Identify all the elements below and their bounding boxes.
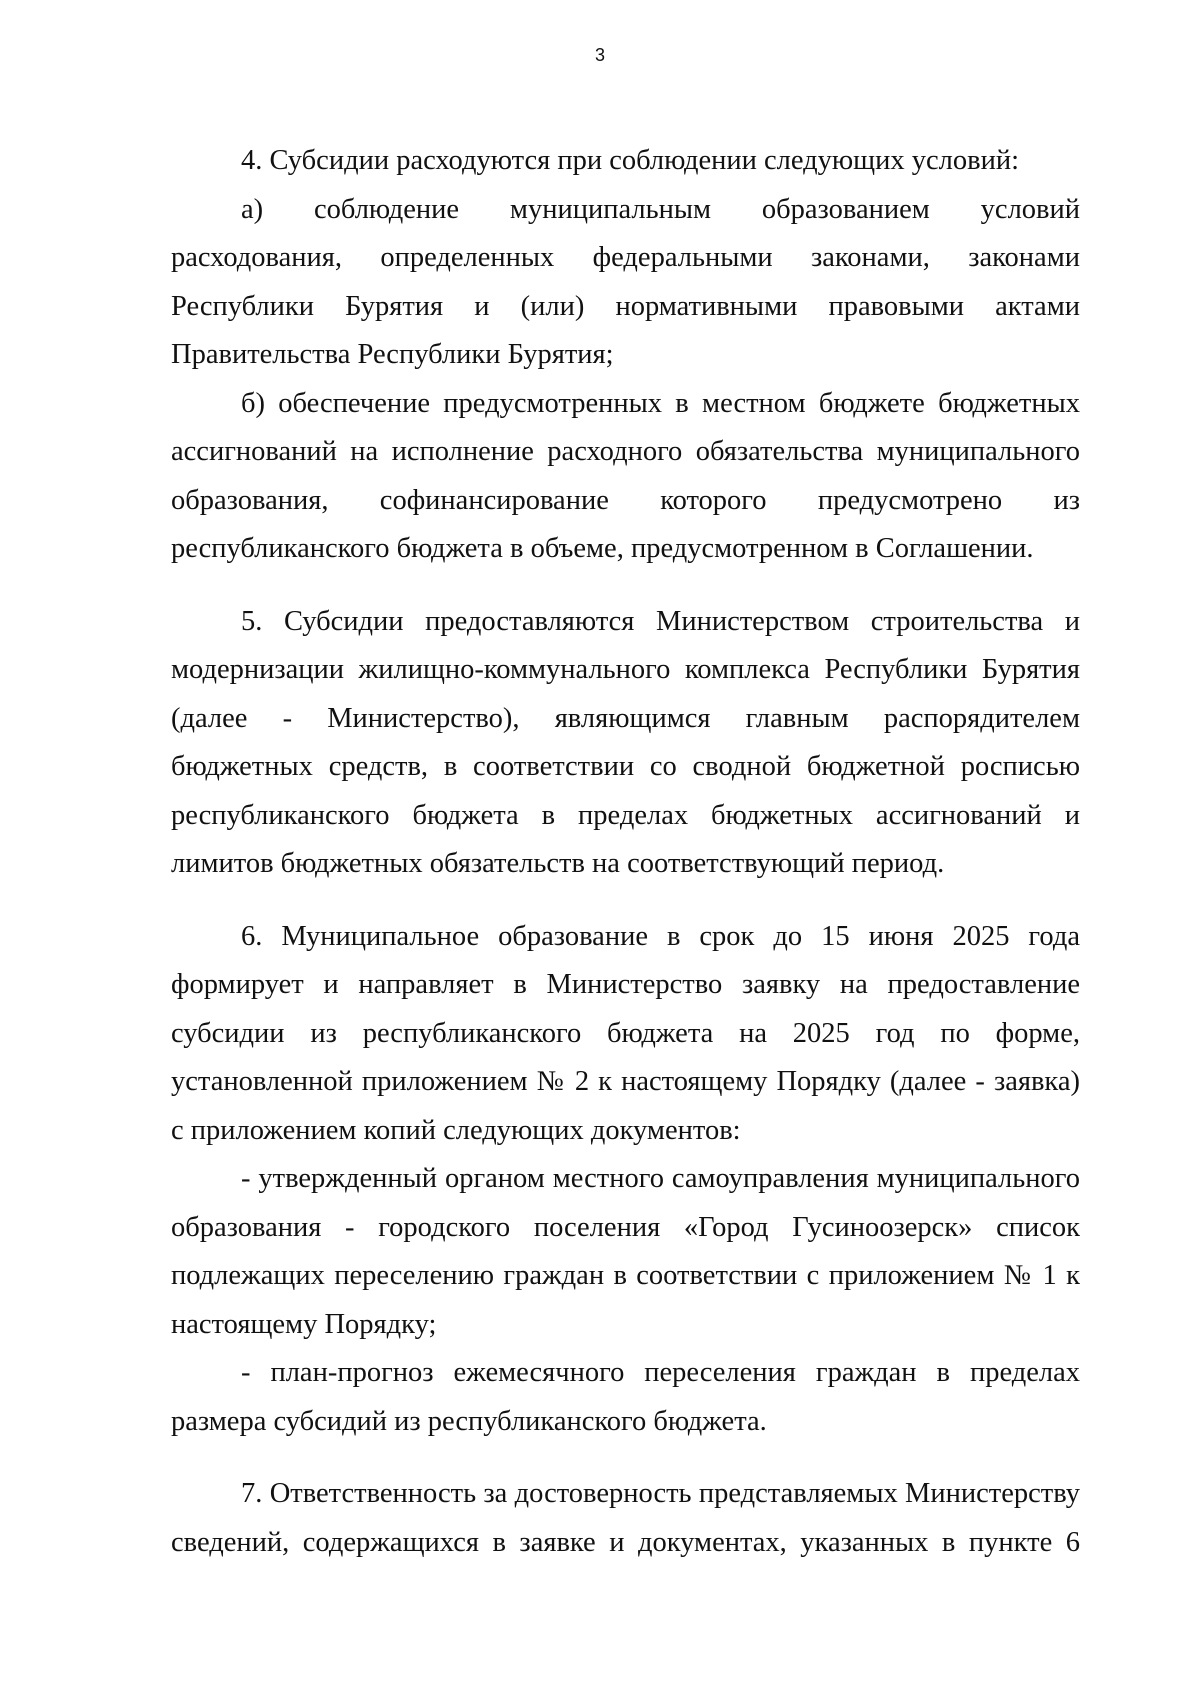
- paragraph-4b: б) обеспечение предусмотренных в местном бюджете бюджетных ассигнований на исполнение расходного обязательства муниципального образования, софинансирование которого предусмотрено из республиканского бюджета в объеме, предусмотренном в Соглашении.: [171, 387, 1080, 564]
- paragraph-6-item-1: - утвержденный органом местного самоуправления муниципального образования - городского поселения «Город Гусиноозерск» список подлежащих переселению граждан в соответствии с приложением № 1 к настоящему Порядку;: [171, 1163, 1080, 1340]
- paragraph-6-item-2: - план-прогноз ежемесячного переселения граждан в пределах размера субсидий из республиканского бюджета.: [171, 1357, 1080, 1437]
- paragraph-4: 4. Субсидии расходуются при соблюдении следующих условий:: [241, 145, 1020, 176]
- paragraph-6: 6. Муниципальное образование в срок до 15 июня 2025 года формирует и направляет в Министерство заявку на предоставление субсидии из республиканского бюджета на 2025 год по форме, установленной приложением № 2 к настоящему Порядку (далее - заявка) с приложением копий следующих документов:: [171, 920, 1080, 1146]
- document-body: [171, 137, 1080, 1567]
- paragraph-5: 5. Субсидии предоставляются Министерством строительства и модернизации жилищно-коммунального комплекса Республики Бурятия (далее - Министерство), являющимся главным распорядителем бюджетных средств, в соответствии со сводной бюджетной росписью республиканского бюджета в пределах бюджетных ассигнований и лимитов бюджетных обязательств на соответствующий период.: [171, 605, 1080, 879]
- page-number: 3: [594, 45, 605, 65]
- paragraph-7: 7. Ответственность за достоверность представляемых Министерству сведений, содержащихся в заявке и документах, указанных в пункте 6: [171, 1478, 1080, 1558]
- paragraph-4a: а) соблюдение муниципальным образованием условий расходования, определенных федеральными законами, законами Республики Бурятия и (или) нормативными правовыми актами Правительства Республики Бурятия;: [171, 193, 1080, 370]
